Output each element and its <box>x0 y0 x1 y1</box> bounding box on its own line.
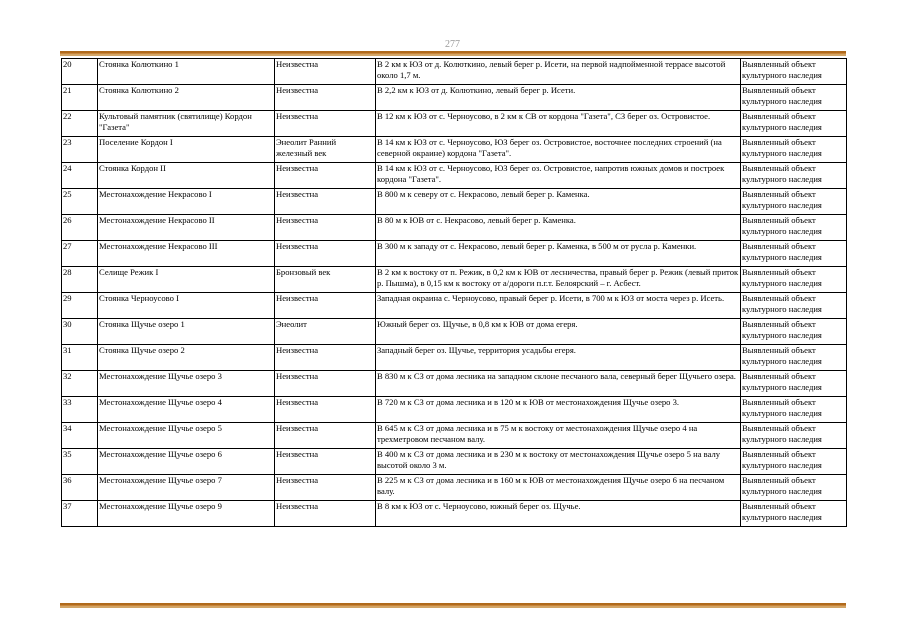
cell-dating: Неизвестна <box>275 371 376 397</box>
cell-location: В 80 м к ЮВ от с. Некрасово, левый берег р. Каменка. <box>376 215 741 241</box>
cell-status: Выявленный объект культурного наследия <box>741 111 847 137</box>
cell-status: Выявленный объект культурного наследия <box>741 59 847 85</box>
cell-object-name: Местонахождение Некрасово II <box>98 215 275 241</box>
cell-number: 36 <box>62 475 98 501</box>
table-row <box>62 267 847 293</box>
cell-number: 28 <box>62 267 98 293</box>
cell-number: 24 <box>62 163 98 189</box>
header-rule <box>60 51 846 56</box>
table-body <box>62 59 847 527</box>
cell-number: 37 <box>62 501 98 527</box>
cell-number: 20 <box>62 59 98 85</box>
table-row <box>62 397 847 423</box>
table-row <box>62 189 847 215</box>
cell-status: Выявленный объект культурного наследия <box>741 423 847 449</box>
cell-object-name: Стоянка Колюткино 2 <box>98 85 275 111</box>
cell-dating: Неизвестна <box>275 215 376 241</box>
cell-location: В 800 м к северу от с. Некрасово, левый берег р. Каменка. <box>376 189 741 215</box>
table-row <box>62 111 847 137</box>
cell-dating: Неизвестна <box>275 241 376 267</box>
cell-number: 27 <box>62 241 98 267</box>
cell-number: 33 <box>62 397 98 423</box>
cell-dating: Неизвестна <box>275 345 376 371</box>
cell-location: В 2 км к ЮЗ от д. Колюткино, левый берег р. Исети, на первой надпойменной террасе высотой около 1,7 м. <box>376 59 741 85</box>
cell-dating: Неизвестна <box>275 501 376 527</box>
table-row <box>62 501 847 527</box>
cell-location: В 2 км к востоку от п. Режик, в 0,2 км к ЮВ от лесничества, правый берег р. Режик (левый приток р. Пышма), в 0,15 км к востоку от а/дороги п.г.т. Белоярский – г. Асбест. <box>376 267 741 293</box>
cell-object-name: Местонахождение Щучье озеро 9 <box>98 501 275 527</box>
cell-location: В 2,2 км к ЮЗ от д. Колюткино, левый берег р. Исети. <box>376 85 741 111</box>
cell-status: Выявленный объект культурного наследия <box>741 371 847 397</box>
cell-status: Выявленный объект культурного наследия <box>741 85 847 111</box>
cell-object-name: Местонахождение Щучье озеро 3 <box>98 371 275 397</box>
table-row <box>62 59 847 85</box>
table-row <box>62 215 847 241</box>
cell-number: 32 <box>62 371 98 397</box>
cell-dating: Неизвестна <box>275 475 376 501</box>
cell-location: В 14 км к ЮЗ от с. Черноусово, ЮЗ берег оз. Островистое, напротив южных домов и построек кордона "Газета". <box>376 163 741 189</box>
cell-status: Выявленный объект культурного наследия <box>741 293 847 319</box>
table-row <box>62 475 847 501</box>
cell-location: Южный берег оз. Щучье, в 0,8 км к ЮВ от дома егеря. <box>376 319 741 345</box>
cell-dating: Неизвестна <box>275 85 376 111</box>
table-row <box>62 319 847 345</box>
cell-dating: Неизвестна <box>275 111 376 137</box>
cell-number: 30 <box>62 319 98 345</box>
cell-status: Выявленный объект культурного наследия <box>741 449 847 475</box>
cell-location: В 720 м к СЗ от дома лесника и в 120 м к ЮВ от местонахождения Щучье озеро 3. <box>376 397 741 423</box>
cell-status: Выявленный объект культурного наследия <box>741 189 847 215</box>
cell-object-name: Местонахождение Щучье озеро 6 <box>98 449 275 475</box>
cell-dating: Неизвестна <box>275 423 376 449</box>
table-row <box>62 85 847 111</box>
cell-number: 21 <box>62 85 98 111</box>
cell-object-name: Стоянка Кордон II <box>98 163 275 189</box>
cell-location: Западный берег оз. Щучье, территория усадьбы егеря. <box>376 345 741 371</box>
cell-dating: Неизвестна <box>275 449 376 475</box>
cell-number: 22 <box>62 111 98 137</box>
cell-number: 35 <box>62 449 98 475</box>
cell-status: Выявленный объект культурного наследия <box>741 267 847 293</box>
table-row <box>62 293 847 319</box>
cell-number: 31 <box>62 345 98 371</box>
cell-dating: Неизвестна <box>275 397 376 423</box>
cell-dating: Неизвестна <box>275 293 376 319</box>
cell-dating: Энеолит Ранний железный век <box>275 137 376 163</box>
cell-status: Выявленный объект культурного наследия <box>741 501 847 527</box>
cell-location: Западная окраина с. Черноусово, правый берег р. Исети, в 700 м к ЮЗ от моста через р. Исеть. <box>376 293 741 319</box>
page-number: 277 <box>445 39 460 50</box>
cell-status: Выявленный объект культурного наследия <box>741 319 847 345</box>
cell-status: Выявленный объект культурного наследия <box>741 215 847 241</box>
table-row <box>62 371 847 397</box>
cell-location: В 225 м к СЗ от дома лесника и в 160 м к ЮВ от местонахождения Щучье озеро 6 на песчаном валу. <box>376 475 741 501</box>
cell-dating: Неизвестна <box>275 59 376 85</box>
cell-status: Выявленный объект культурного наследия <box>741 345 847 371</box>
cell-number: 23 <box>62 137 98 163</box>
cell-location: В 8 км к ЮЗ от с. Черноусово, южный берег оз. Щучье. <box>376 501 741 527</box>
cell-location: В 14 км к ЮЗ от с. Черноусово, ЮЗ берег оз. Островистое, восточнее последних строений (на северной окраине) кордона "Газета". <box>376 137 741 163</box>
cell-object-name: Поселение Кордон I <box>98 137 275 163</box>
cell-status: Выявленный объект культурного наследия <box>741 163 847 189</box>
table-row <box>62 449 847 475</box>
cell-object-name: Местонахождение Щучье озеро 7 <box>98 475 275 501</box>
cell-location: В 12 км к ЮЗ от с. Черноусово, в 2 км к СВ от кордона "Газета", СЗ берег оз. Островистое. <box>376 111 741 137</box>
cell-number: 26 <box>62 215 98 241</box>
cell-status: Выявленный объект культурного наследия <box>741 241 847 267</box>
cell-object-name: Местонахождение Щучье озеро 5 <box>98 423 275 449</box>
cell-object-name: Местонахождение Некрасово I <box>98 189 275 215</box>
cell-status: Выявленный объект культурного наследия <box>741 475 847 501</box>
table-row <box>62 241 847 267</box>
table-row <box>62 137 847 163</box>
cell-dating: Бронзовый век <box>275 267 376 293</box>
cell-object-name: Стоянка Черноусово I <box>98 293 275 319</box>
cell-dating: Неизвестна <box>275 163 376 189</box>
cell-location: В 645 м к СЗ от дома лесника и в 75 м к востоку от местонахождения Щучье озеро 4 на трехметровом песчаном валу. <box>376 423 741 449</box>
cell-object-name: Культовый памятник (святилище) Кордон "Газета" <box>98 111 275 137</box>
cell-number: 29 <box>62 293 98 319</box>
cell-dating: Энеолит <box>275 319 376 345</box>
heritage-register-table <box>61 58 847 527</box>
cell-location: В 830 м к СЗ от дома лесника на западном склоне песчаного вала, северный берег Щучьего озера. <box>376 371 741 397</box>
footer-rule <box>60 603 846 608</box>
cell-object-name: Стоянка Колюткино 1 <box>98 59 275 85</box>
table-row <box>62 345 847 371</box>
cell-dating: Неизвестна <box>275 189 376 215</box>
table-row <box>62 163 847 189</box>
cell-object-name: Селище Режик I <box>98 267 275 293</box>
cell-object-name: Местонахождение Щучье озеро 4 <box>98 397 275 423</box>
cell-number: 25 <box>62 189 98 215</box>
cell-status: Выявленный объект культурного наследия <box>741 397 847 423</box>
cell-location: В 300 м к западу от с. Некрасово, левый берег р. Каменка, в 500 м от русла р. Каменки. <box>376 241 741 267</box>
cell-object-name: Местонахождение Некрасово III <box>98 241 275 267</box>
cell-object-name: Стоянка Щучье озеро 2 <box>98 345 275 371</box>
table-row <box>62 423 847 449</box>
cell-location: В 400 м к СЗ от дома лесника и в 230 м к востоку от местонахождения Щучье озеро 5 на валу высотой около 3 м. <box>376 449 741 475</box>
cell-status: Выявленный объект культурного наследия <box>741 137 847 163</box>
cell-number: 34 <box>62 423 98 449</box>
cell-object-name: Стоянка Щучье озеро 1 <box>98 319 275 345</box>
